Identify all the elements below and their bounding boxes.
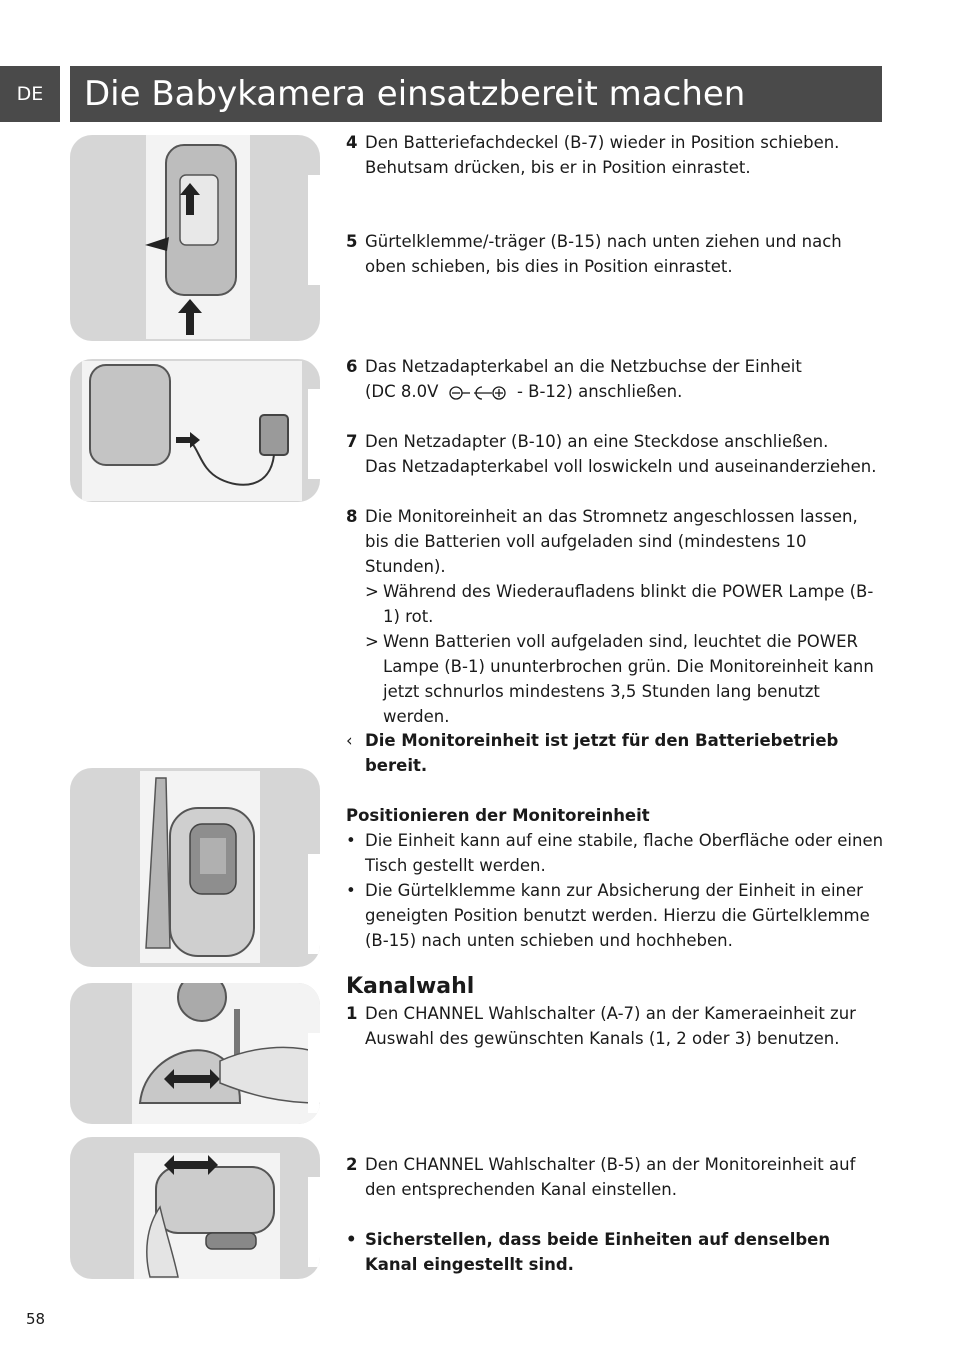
step-text-line: Das Netzadapterkabel voll loswickeln und auseinanderziehen. bbox=[365, 457, 877, 476]
bullet-marker: • bbox=[346, 1230, 357, 1249]
panel-notch bbox=[308, 854, 320, 954]
result-marker: > bbox=[365, 582, 379, 601]
panel-notch bbox=[308, 1177, 320, 1267]
channel-note bbox=[346, 1227, 886, 1277]
step-6 bbox=[346, 354, 886, 404]
positioning-section bbox=[346, 803, 886, 953]
illustration-battery-cover bbox=[70, 135, 320, 341]
result-text: Während des Wiederaufladens blinkt die POWER Lampe (B-1) rot. bbox=[383, 582, 874, 626]
step-number: 5 bbox=[346, 232, 358, 251]
step-text: Die Monitoreinheit an das Stromnetz angeschlossen lassen, bis die Batterien voll aufgeladen sind (mindestens 10 Stunden). bbox=[365, 507, 858, 576]
monitor-channel-drawing bbox=[70, 1137, 320, 1279]
step-number: 6 bbox=[346, 357, 358, 376]
note-text: Die Monitoreinheit ist jetzt für den Batteriebetrieb bereit. bbox=[365, 731, 839, 775]
step-4 bbox=[346, 130, 886, 180]
step-text-line: Das Netzadapterkabel an die Netzbuchse der Einheit bbox=[365, 357, 802, 376]
bullet-marker: • bbox=[346, 831, 356, 850]
section-heading: Positionieren der Monitoreinheit bbox=[346, 806, 650, 825]
step-8 bbox=[346, 504, 886, 729]
language-tab: DE bbox=[0, 66, 60, 122]
step-text-line: Den Netzadapter (B-10) an eine Steckdose anschließen. bbox=[365, 432, 829, 451]
step-text-pre: (DC 8.0V bbox=[365, 382, 439, 401]
illustration-monitor-stand bbox=[70, 768, 320, 967]
step-text: Gürtelklemme/-träger (B-15) nach unten ziehen und nach oben schieben, bis dies in Position einrastet. bbox=[365, 232, 842, 276]
result-text: Wenn Batterien voll aufgeladen sind, leuchtet die POWER Lampe (B-1) ununterbrochen grün. Die Monitoreinheit kann jetzt schnurlos mindestens 3,5 Stunden lang benutzt werden. bbox=[383, 632, 874, 726]
step-text: Den Batteriefachdeckel (B-7) wieder in Position schieben. Behutsam drücken, bis er in Position einrastet. bbox=[365, 133, 840, 177]
bullet-marker: • bbox=[346, 881, 356, 900]
bullet-text: Die Einheit kann auf eine stabile, flache Oberfläche oder einen Tisch gestellt werden. bbox=[365, 831, 884, 875]
panel-notch bbox=[308, 175, 320, 285]
step-number: 2 bbox=[346, 1155, 358, 1174]
page-title: Die Babykamera einsatzbereit machen bbox=[70, 66, 882, 122]
step-text-post: - B-12) anschließen. bbox=[516, 382, 683, 401]
channel-step-2 bbox=[346, 1152, 886, 1202]
illustration-monitor-channel bbox=[70, 1137, 320, 1279]
step-number: 8 bbox=[346, 507, 358, 526]
note-text: Sicherstellen, dass beide Einheiten auf denselben Kanal eingestellt sind. bbox=[365, 1230, 831, 1274]
result-marker: > bbox=[365, 632, 379, 651]
step-text-line bbox=[365, 379, 886, 404]
channel-section bbox=[346, 973, 886, 1051]
panel-notch bbox=[308, 1033, 320, 1113]
monitor-front-drawing bbox=[70, 768, 320, 967]
illustration-camera-channel bbox=[70, 983, 320, 1124]
adapter-drawing bbox=[70, 359, 320, 502]
monitor-back-drawing bbox=[70, 135, 320, 341]
section-heading: Kanalwahl bbox=[346, 974, 475, 999]
camera-channel-drawing bbox=[70, 983, 320, 1124]
step-number: 1 bbox=[346, 1004, 358, 1023]
bullet-text: Die Gürtelklemme kann zur Absicherung der Einheit in einer geneigten Position benutzt werden. Hierzu die Gürtelklemme (B-15) nach unten schieben und hochheben. bbox=[365, 881, 870, 950]
note-marker: ‹ bbox=[346, 731, 353, 750]
panel-notch bbox=[308, 389, 320, 479]
illustration-power-adapter bbox=[70, 359, 320, 502]
step-text: Den CHANNEL Wahlschalter (B-5) an der Monitoreinheit auf den entsprechenden Kanal einstellen. bbox=[365, 1155, 856, 1199]
page-number: 58 bbox=[26, 1310, 46, 1328]
step-number: 4 bbox=[346, 133, 358, 152]
step-number: 7 bbox=[346, 432, 358, 451]
step-text: Den CHANNEL Wahlschalter (A-7) an der Kameraeinheit zur Auswahl des gewünschten Kanals (1, 2 oder 3) benutzen. bbox=[365, 1004, 856, 1048]
step-7 bbox=[346, 429, 886, 479]
dc-polarity-icon bbox=[448, 385, 508, 401]
battery-note bbox=[346, 728, 886, 778]
step-5 bbox=[346, 229, 886, 279]
